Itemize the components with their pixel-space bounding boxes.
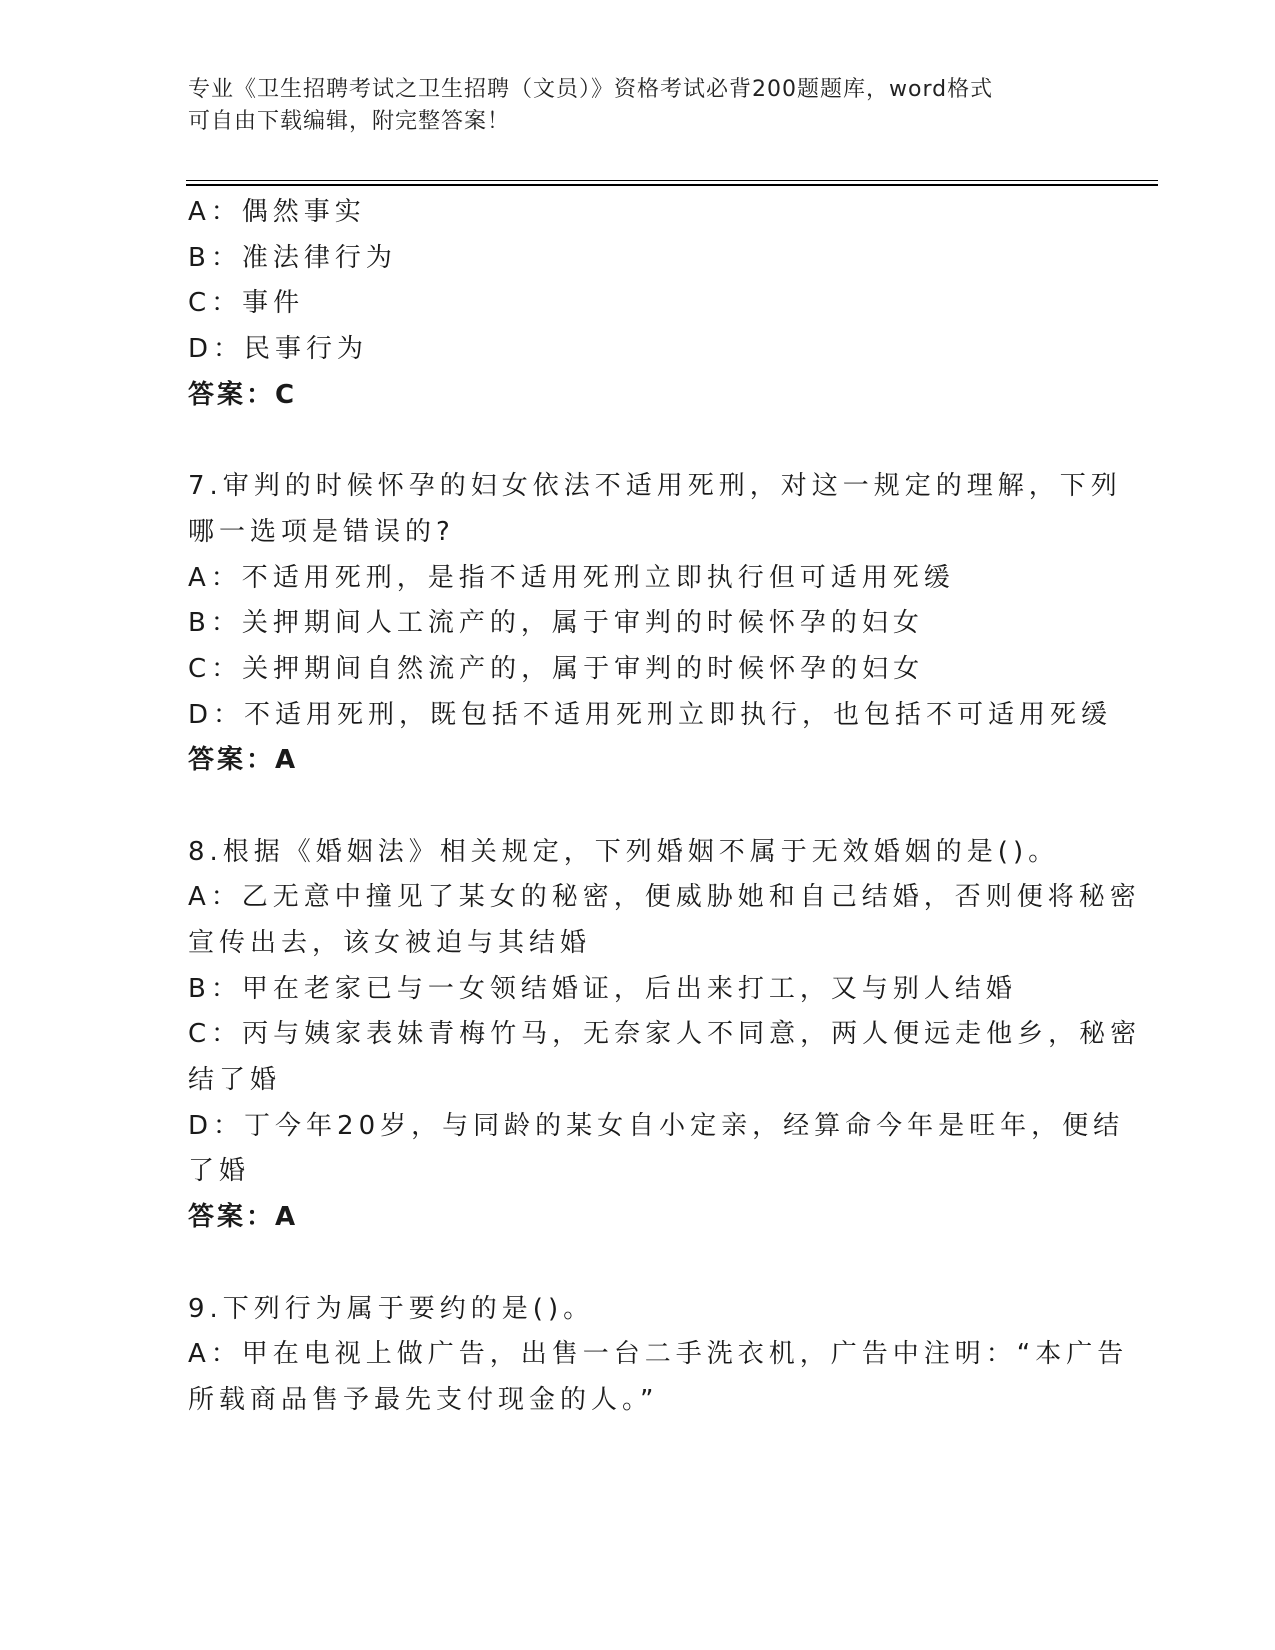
- header-line-2: 可自由下载编辑，附完整答案！: [188, 109, 511, 134]
- spacer: [188, 1241, 1088, 1287]
- header-divider-thick: [186, 184, 1158, 186]
- q6-option-a: A：偶然事实: [188, 197, 366, 227]
- q8-option-d-line-1: D：丁今年20岁，与同龄的某女自小定亲，经算命今年是旺年，便结: [188, 1110, 1125, 1141]
- q8-answer: 答案：A: [188, 1202, 299, 1233]
- q7-stem-line-2: 哪一选项是错误的?: [188, 516, 455, 547]
- q8-option-c-line-1: C：丙与姨家表妹青梅竹马，无奈家人不同意，两人便远走他乡，秘密: [188, 1019, 1142, 1050]
- q7-option-a: A：不适用死刑，是指不适用死刑立即执行但可适用死缓: [188, 562, 955, 593]
- spacer: [188, 784, 1088, 830]
- header-line-1: 专业《卫生招聘考试之卫生招聘（文员）》资格考试必背200题题库，word格式: [188, 77, 994, 102]
- q7-option-c: C：关押期间自然流产的，属于审判的时候怀孕的妇女: [188, 653, 925, 684]
- q9-stem: 9.下列行为属于要约的是()。: [188, 1293, 595, 1324]
- q6-answer: 答案：C: [188, 379, 298, 410]
- q7-answer: 答案：A: [188, 745, 299, 776]
- q8-option-c-line-2: 结了婚: [188, 1065, 282, 1096]
- q7-option-d: D：不适用死刑，既包括不适用死刑立即执行，也包括不可适用死缓: [188, 699, 1113, 730]
- q7-option-b: B：关押期间人工流产的，属于审判的时候怀孕的妇女: [188, 608, 924, 639]
- spacer: [188, 418, 1088, 464]
- question-7-block: [188, 464, 1122, 784]
- q7-stem-line-1: 7.审判的时候怀孕的妇女依法不适用死刑，对这一规定的理解，下列: [188, 471, 1122, 502]
- q9-option-a-line-1: A：甲在电视上做广告，出售一台二手洗衣机，广告中注明：“本广告: [188, 1339, 1129, 1370]
- q8-stem: 8.根据《婚姻法》相关规定，下列婚姻不属于无效婚姻的是()。: [188, 836, 1060, 867]
- q8-option-a-line-2: 宣传出去，该女被迫与其结婚: [188, 928, 592, 958]
- question-9-block: [188, 1287, 1129, 1424]
- q8-option-b: B：甲在老家已与一女领结婚证，后出来打工，又与别人结婚: [188, 973, 1017, 1004]
- q6-option-c: C：事件: [188, 288, 305, 319]
- document-header: [188, 74, 1068, 138]
- q9-option-a-line-2: 所载商品售予最先支付现金的人。”: [188, 1384, 659, 1415]
- q6-option-b: B：准法律行为: [188, 242, 397, 273]
- q8-option-a-line-1: A：乙无意中撞见了某女的秘密，便威胁她和自己结婚，否则便将秘密: [188, 882, 1141, 913]
- question-content: [188, 190, 1142, 1424]
- question-8-block: [188, 830, 1142, 1241]
- q6-option-d: D：民事行为: [188, 334, 369, 365]
- q8-option-d-line-2: 了婚: [188, 1156, 251, 1187]
- question-6-block: [188, 190, 1088, 418]
- header-divider-thin: [186, 180, 1158, 181]
